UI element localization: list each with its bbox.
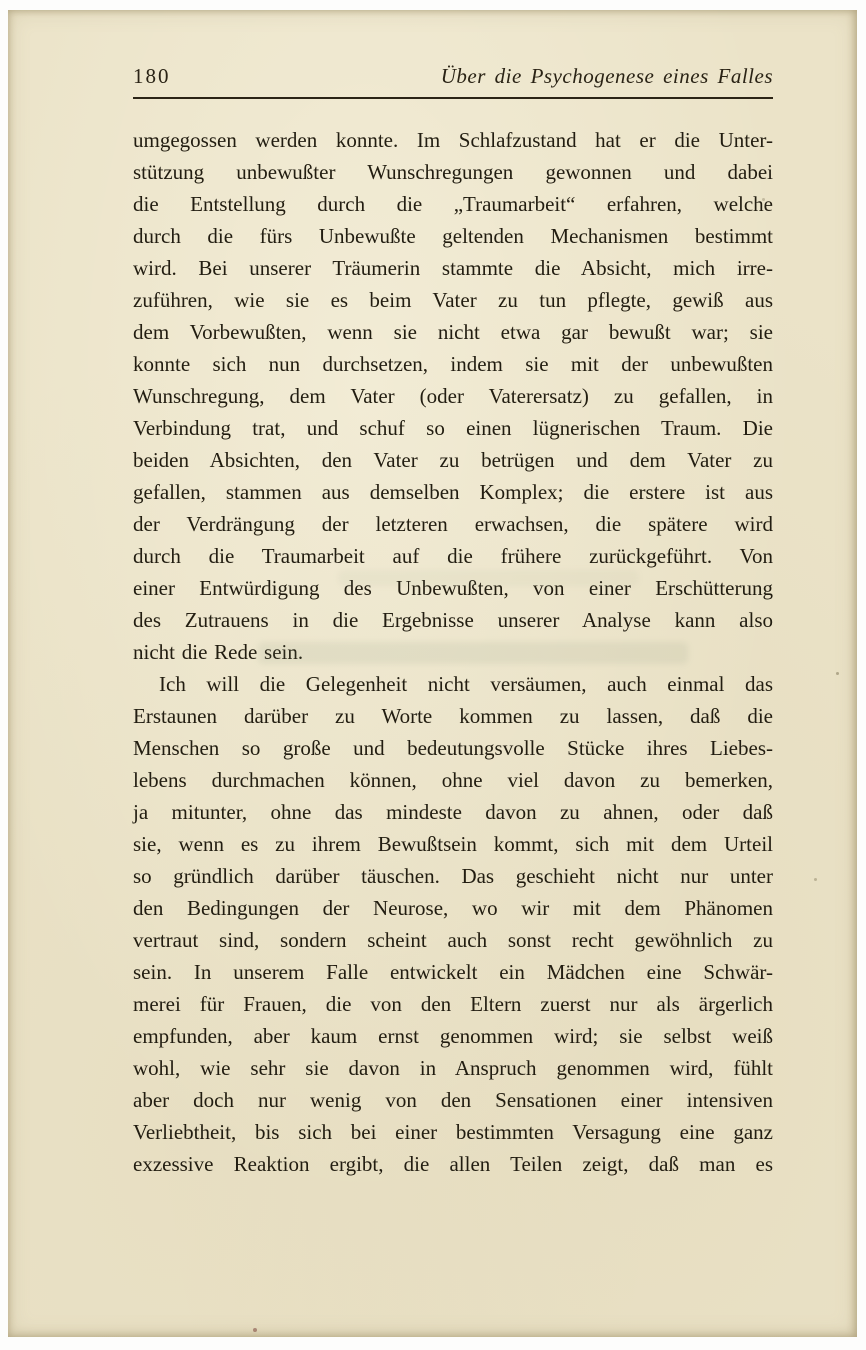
- ink-bleedthrough-smudge: [338, 570, 638, 586]
- text-line: zuführen, wie sie es beim Vater zu tun pflegte, gewiß aus: [133, 288, 773, 312]
- text-line: die Entstellung durch die „Traumarbeit“ erfahren, welche: [133, 192, 773, 216]
- text-line: Ich will die Gelegenheit nicht versäumen, auch einmal das: [159, 672, 773, 696]
- header-rule: [133, 97, 773, 99]
- text-line: merei für Frauen, die von den Eltern zuerst nur als ärgerlich: [133, 992, 773, 1016]
- text-line: exzessive Reaktion ergibt, die allen Teilen zeigt, daß man es: [133, 1152, 773, 1176]
- text-line: einer Entwürdigung des Unbewußten, von einer Erschütterung: [133, 576, 773, 600]
- text-line: umgegossen werden konnte. Im Schlafzustand hat er die Unter-: [133, 128, 773, 152]
- text-line: der Verdrängung der letzteren erwachsen, die spätere wird: [133, 512, 773, 536]
- text-line: ja mitunter, ohne das mindeste davon zu ahnen, oder daß: [133, 800, 773, 824]
- paper-speck: [836, 672, 839, 675]
- text-line: Wunschregung, dem Vater (oder Vaterersatz) zu gefallen, in: [133, 384, 773, 408]
- text-line: lebens durchmachen können, ohne viel davon zu bemerken,: [133, 768, 773, 792]
- text-line: stützung unbewußter Wunschregungen gewonnen und dabei: [133, 160, 773, 184]
- page-header: [133, 64, 773, 94]
- ink-bleedthrough-smudge: [258, 642, 688, 664]
- text-line: nicht die Rede sein.: [133, 640, 304, 664]
- paper-speck: [762, 198, 765, 201]
- text-line: den Bedingungen der Neurose, wo wir mit dem Phänomen: [133, 896, 773, 920]
- text-line: sein. In unserem Falle entwickelt ein Mädchen eine Schwär-: [133, 960, 773, 984]
- text-line: Verliebtheit, bis sich bei einer bestimmten Versagung eine ganz: [133, 1120, 773, 1144]
- text-line: dem Vorbewußten, wenn sie nicht etwa gar bewußt war; sie: [133, 320, 773, 344]
- paragraph: [133, 668, 773, 1180]
- running-title: Über die Psychogenese eines Falles: [440, 64, 773, 88]
- text-line: so gründlich darüber täuschen. Das geschieht nicht nur unter: [133, 864, 773, 888]
- text-line: durch die fürs Unbewußte geltenden Mechanismen bestimmt: [133, 224, 773, 248]
- paper-speck: [814, 878, 817, 881]
- text-line: Menschen so große und bedeutungsvolle Stücke ihres Liebes-: [133, 736, 773, 760]
- text-line: durch die Traumarbeit auf die frühere zurückgeführt. Von: [133, 544, 773, 568]
- text-line: Erstaunen darüber zu Worte kommen zu lassen, daß die: [133, 704, 773, 728]
- text-line: gefallen, stammen aus demselben Komplex; die erstere ist aus: [133, 480, 773, 504]
- text-line: beiden Absichten, den Vater zu betrügen und dem Vater zu: [133, 448, 773, 472]
- text-line: Verbindung trat, und schuf so einen lügnerischen Traum. Die: [133, 416, 773, 440]
- text-line: aber doch nur wenig von den Sensationen einer intensiven: [133, 1088, 773, 1112]
- text-line: wohl, wie sehr sie davon in Anspruch genommen wird, fühlt: [133, 1056, 773, 1080]
- text-line: vertraut sind, sondern scheint auch sonst recht gewöhnlich zu: [133, 928, 773, 952]
- text-line: sie, wenn es zu ihrem Bewußtsein kommt, sich mit dem Urteil: [133, 832, 773, 856]
- page-number: 180: [133, 64, 171, 88]
- paper-speck: [253, 1328, 257, 1332]
- text-line: empfunden, aber kaum ernst genommen wird; sie selbst weiß: [133, 1024, 773, 1048]
- book-page: [8, 10, 857, 1337]
- text-line: konnte sich nun durchsetzen, indem sie mit der unbewußten: [133, 352, 773, 376]
- text-line: wird. Bei unserer Träumerin stammte die Absicht, mich irre-: [133, 256, 773, 280]
- text-line: des Zutrauens in die Ergebnisse unserer Analyse kann also: [133, 608, 773, 632]
- paragraph: [133, 124, 773, 668]
